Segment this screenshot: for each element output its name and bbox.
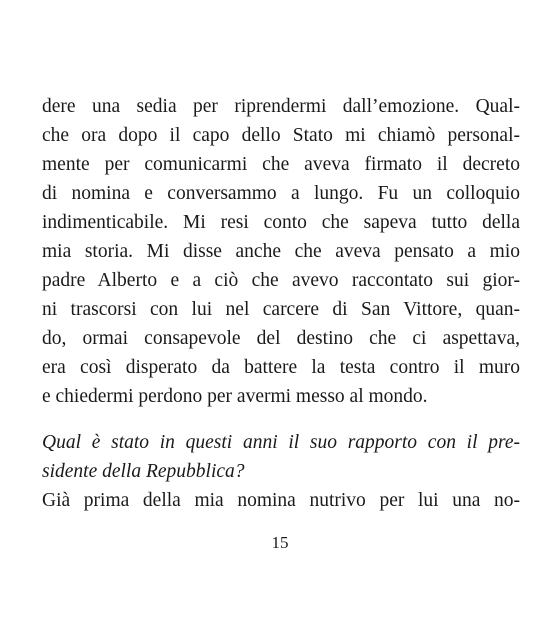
interview-answer (42, 486, 520, 515)
text-line: di nomina e conversammo a lungo. Fu un colloquio (42, 183, 520, 204)
paragraph (42, 92, 520, 411)
text-line: ni trascorsi con lui nel carcere di San Vittore, quan- (42, 299, 520, 320)
text-line: mia storia. Mi disse anche che aveva pensato a mio (42, 241, 520, 262)
text-line: e chiedermi perdono per avermi messo al mondo. (42, 386, 428, 407)
body-text (42, 92, 520, 515)
interview-question (42, 428, 520, 486)
text-line: mente per comunicarmi che aveva firmato il decreto (42, 154, 520, 175)
question-line: sidente della Repubblica? (42, 461, 245, 482)
text-line: indimenticabile. Mi resi conto che sapeva tutto della (42, 212, 520, 233)
text-line: padre Alberto e a ciò che avevo raccontato sui gior- (42, 270, 520, 291)
text-line: do, ormai consapevole del destino che ci aspettava, (42, 328, 520, 349)
page-number: 15 (271, 533, 289, 552)
question-line: Qual è stato in questi anni il suo rapporto con il pre- (42, 432, 520, 453)
paragraph-gap (42, 411, 520, 428)
answer-line: Già prima della mia nomina nutrivo per lui una no- (42, 490, 520, 511)
text-line: era così disperato da battere la testa contro il muro (42, 357, 520, 378)
text-line: che ora dopo il capo dello Stato mi chiamò personal- (42, 125, 520, 146)
text-line: dere una sedia per riprendermi dall’emozione. Qual- (42, 96, 520, 117)
